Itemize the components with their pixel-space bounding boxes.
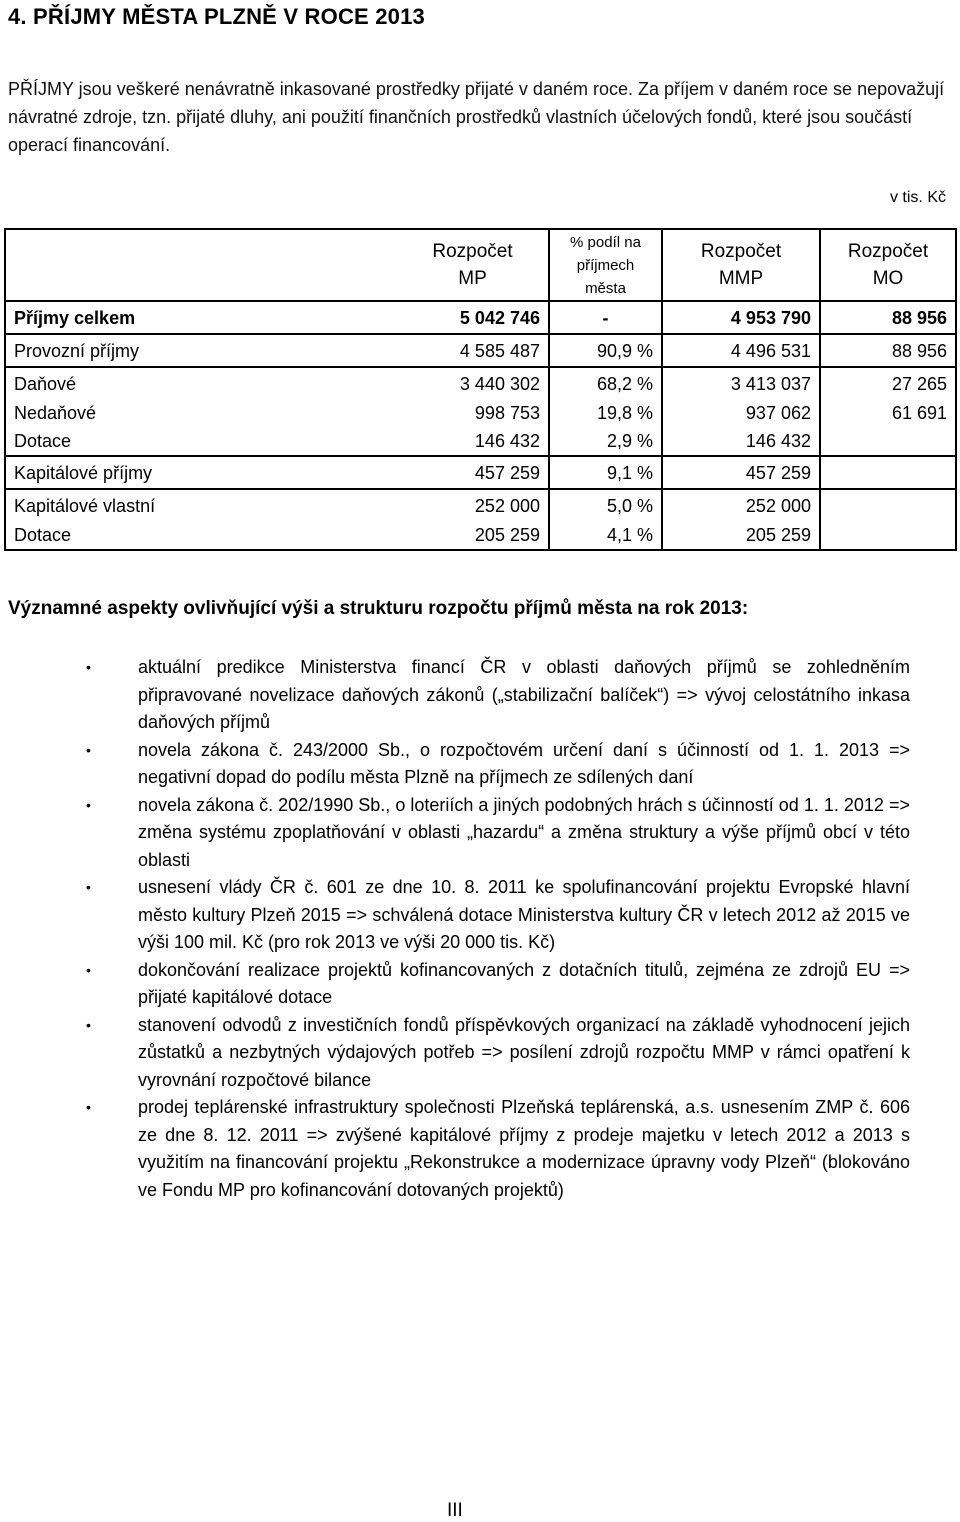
bullet-icon: • [86,879,91,895]
cell-pct: 90,9 % [549,334,662,367]
list-item-text: stanovení odvodů z investičních fondů příspěvkových organizací na základě vyhodnocení jejich zůstatků a nezbytných výdajových potřeb => posílení zdrojů rozpočtu MMP v rámci opatření k vyrovnání rozpočtové bilance [138,1014,910,1090]
list-item [86,1012,910,1095]
cell-mmp: 146 432 [662,427,820,456]
header-mp-line1: Rozpočet [432,241,513,262]
table-row-nontax [5,399,956,427]
row-label: Kapitálové příjmy [5,456,397,489]
cell-mp: 998 753 [397,399,549,427]
cell-pct: - [549,301,662,334]
header-mo-line1: Rozpočet [847,241,929,262]
header-mmp-line1: Rozpočet [700,241,782,262]
revenue-table [4,228,957,551]
cell-mo: 88 956 [820,334,956,367]
list-item [86,654,910,737]
cell-mo: 61 691 [891,403,947,423]
list-item-text: novela zákona č. 243/2000 Sb., o rozpočtovém určení daní s účinností od 1. 1. 2013 => negativní dopad do podílu města Plzně na příjmech ze sdílených daní [138,739,910,787]
list-item [86,1094,910,1204]
cell-mmp: 205 259 [662,521,820,550]
table-row-total [5,301,956,334]
cell-mp: 4 585 487 [397,334,549,367]
cell-mp: 3 440 302 [397,367,549,399]
cell-mmp: 4 953 790 [662,301,820,334]
cell-mp: 5 042 746 [397,301,549,334]
header-mmp-line2: MMP [718,268,764,289]
row-label: Dotace [14,431,72,451]
cell-mp: 146 432 [397,427,549,456]
cell-mmp: 4 496 531 [662,334,820,367]
header-mo [820,229,956,301]
row-label: Kapitálové vlastní [5,489,397,521]
row-label: Dotace [14,525,72,545]
list-item-text: aktuální predikce Ministerstva financí ČR v oblasti daňových příjmů se zohledněním připravované novelizace daňových zákonů („stabilizační balíček“) => vývoj celostátního inkasa daňových příjmů [138,657,910,732]
unit-label: v tis. Kč [889,189,946,206]
list-item [86,957,910,1012]
list-item-text: novela zákona č. 202/1990 Sb., o loteriích a jiných podobných hrách s účinností od 1. 1. 2012 => změna systému zpoplatňování v oblasti „hazardu“ a změna struktury a výše příjmů obcí v této oblasti [138,794,910,870]
cell-mo [820,521,956,550]
cell-mo: 88 956 [820,301,956,334]
table-row-operating [5,334,956,367]
cell-mo [820,489,956,521]
page-number: III [447,1500,463,1521]
cell-pct: 4,1 % [549,521,662,550]
table-row-tax [5,367,956,399]
cell-pct: 9,1 % [549,456,662,489]
bullet-icon: • [86,659,91,675]
bullet-icon: • [86,741,91,758]
header-mo-line2: MO [872,268,904,289]
row-label: Příjmy celkem [5,301,397,334]
cell-mo [820,427,956,456]
bullet-icon: • [86,961,91,978]
list-item [86,874,910,957]
cell-pct: 2,9 % [549,427,662,456]
aspects-list [86,654,910,1204]
header-pct [549,229,662,301]
header-mmp [662,229,820,301]
header-pct-line2: příjmech [576,256,635,274]
table-row-capital-own [5,489,956,521]
cell-mmp: 457 259 [662,456,820,489]
aspects-heading: Významné aspekty ovlivňující výši a strukturu rozpočtu příjmů města na rok 2013: [8,598,749,619]
table-row-capital [5,456,956,489]
table-row-subsidies [5,427,956,456]
list-item-text: usnesení vlády ČR č. 601 ze dne 10. 8. 2011 ke spolufinancování projektu Evropské hlavní město kultury Plzeň 2015 => schválená dotace Ministerstva kultury ČR v letech 2012 až 2015 ve výši 100 mil. Kč (pro rok 2013 ve výši 20 000 tis. Kč) [138,877,910,952]
cell-pct: 5,0 % [549,489,662,521]
intro-paragraph: PŘÍJMY jsou veškeré nenávratně inkasované prostředky přijaté v daném roce. Za příjem v daném roce se nepovažují návratné zdroje, tzn. přijaté dluhy, ani použití finančních prostředků vlastních účelových fondů, které jsou součástí operací financování. [8,79,945,155]
table-row-capital-subsidies [5,521,956,550]
bullet-icon: • [86,1099,91,1115]
header-mp-line2: MP [458,268,487,289]
header-mp [397,229,549,301]
header-pct-line1: % podíl na [570,233,641,251]
cell-mp: 205 259 [397,521,549,550]
cell-mmp: 3 413 037 [662,367,820,399]
cell-pct: 68,2 % [549,367,662,399]
table-header-row [5,229,956,301]
cell-mmp: 252 000 [662,489,820,521]
page-heading: 4. PŘÍJMY MĚSTA PLZNĚ V ROCE 2013 [8,4,425,29]
bullet-icon: • [86,1016,91,1033]
row-label: Nedaňové [14,403,97,423]
list-item-text: dokončování realizace projektů kofinancovaných z dotačních titulů, zejména ze zdrojů EU => přijaté kapitálové dotace [138,959,910,1007]
header-pct-line3: města [585,279,626,297]
list-item [86,737,910,792]
cell-mo [820,456,956,489]
list-item-text: prodej teplárenské infrastruktury společnosti Plzeňská teplárenská, a.s. usnesením ZMP č. 606 ze dne 8. 12. 2011 => zvýšené kapitálové příjmy z prodeje majetku v letech 2012 a 2013 s využitím na financování projektu „Rekonstrukce a modernizace úpravny vody Plzeň“ (blokováno ve Fondu MP pro kofinancování dotovaných projektů) [138,1097,910,1200]
row-label: Provozní příjmy [5,334,397,367]
cell-mo: 27 265 [820,367,956,399]
row-label: Daňové [5,367,397,399]
cell-pct: 19,8 % [549,399,662,427]
list-item [86,792,910,875]
cell-mmp: 937 062 [662,399,820,427]
header-label-cell [5,229,397,301]
cell-mp: 457 259 [397,456,549,489]
cell-mp: 252 000 [397,489,549,521]
bullet-icon: • [86,796,91,813]
